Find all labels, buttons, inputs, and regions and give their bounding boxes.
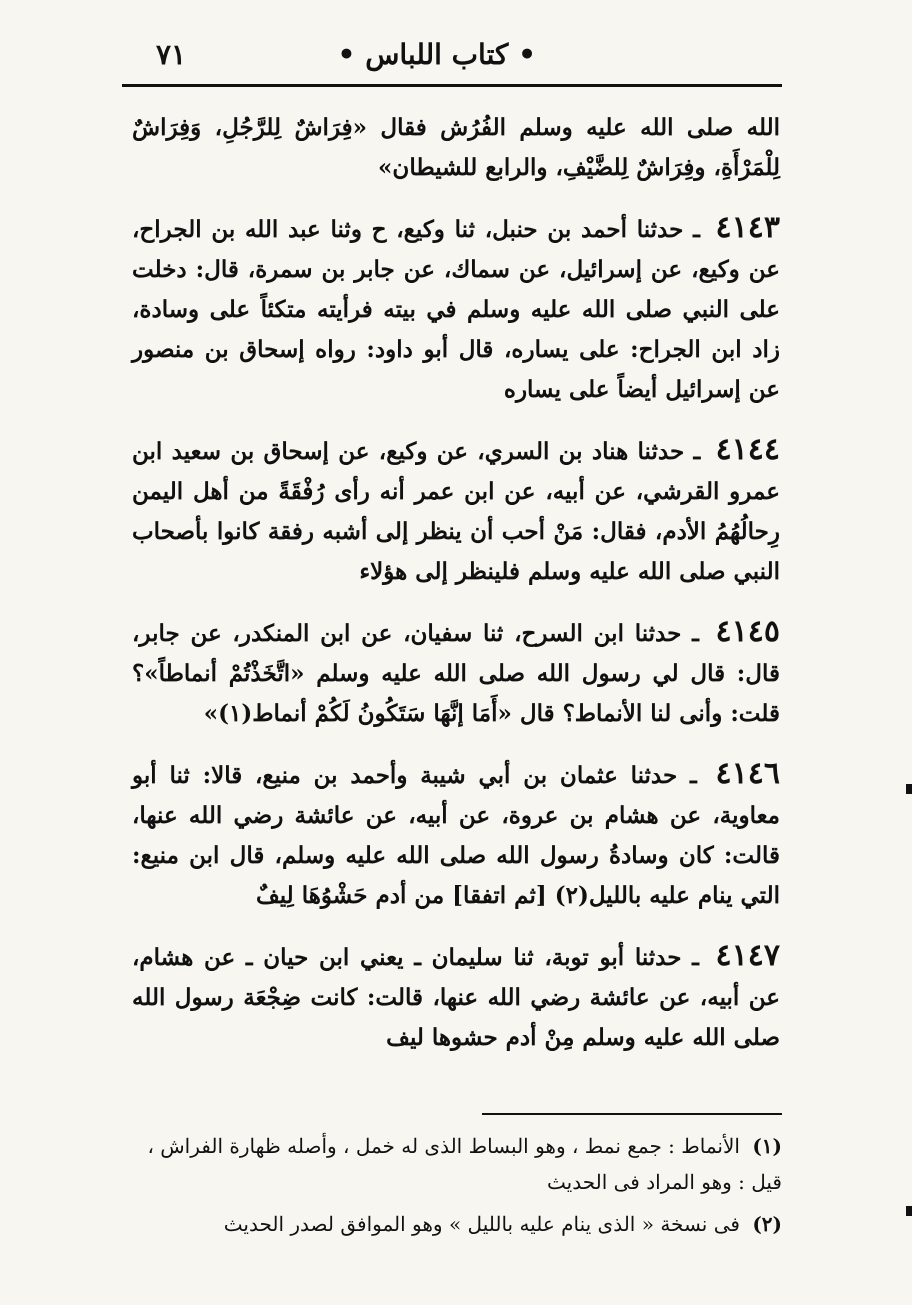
hadith-text: ـ حدثنا عثمان بن أبي شيبة وأحمد بن منيع، قالا: ثنا أبو معاوية، عن هشام بن عروة، عن أبيه، عن عائشة رضي الله عنها، قالت: كان وسادةُ رسول الله صلى الله عليه وسلم، قال ابن منيع: التي ينام عليه بالليل(٢) [ثم اتفقا] من أدم حَشْوُهَا لِيفٌ [132, 762, 780, 909]
hadith-4146 [132, 754, 780, 916]
hadith-number: ٤١٤٦ [715, 756, 780, 791]
hadith-number: ٤١٤٧ [715, 938, 780, 973]
hadith-number: ٤١٤٥ [715, 614, 780, 649]
hadith-4144 [132, 430, 780, 592]
paragraph-text: الله صلى الله عليه وسلم الفُرُش فقال «فِرَاشٌ لِلرَّجُلِ، وَفِرَاشٌ لِلْمَرْأَةِ، وفِرَاشٌ لِلضَّيْفِ، والرابع للشيطان» [132, 114, 780, 181]
page-number: ٧١ [156, 38, 187, 71]
hadith-number: ٤١٤٤ [715, 432, 781, 467]
page-header [122, 38, 782, 78]
scan-edge-mark [906, 1206, 912, 1216]
footnote-marker: (٢) [752, 1212, 782, 1236]
footnotes [112, 1128, 782, 1248]
hadith-text: ـ حدثنا أحمد بن حنبل، ثنا وكيع، ح وثنا عبد الله بن الجراح، عن وكيع، عن إسرائيل، عن سماك، عن جابر بن سمرة، قال: دخلت على النبي صلى الله عليه وسلم في بيته فرأيته متكئاً على وسادة، زاد ابن الجراح: على يساره، قال أبو داود: رواه إسحاق بن منصور عن إسرائيل أيضاً على يساره [132, 216, 780, 403]
paragraph-continuation [132, 108, 780, 188]
hadith-number: ٤١٤٣ [715, 210, 780, 245]
footnote-2 [112, 1206, 782, 1242]
hadith-text: ـ حدثنا أبو توبة، ثنا سليمان ـ يعني ابن حيان ـ عن هشام، عن أبيه، عن عائشة رضي الله عنها، قالت: كانت ضِجْعَة رسول الله صلى الله عليه وسلم مِنْ أدم حشوها ليف [132, 944, 780, 1051]
hadith-text: ـ حدثنا هناد بن السري، عن وكيع، عن إسحاق بن سعيد ابن عمرو القرشي، عن أبيه، عن ابن عمر أنه رأى رُفْقَةً من أهل اليمن رِحالُهُمُ الأدم، فقال: مَنْ أحب أن ينظر إلى أشبه رفقة كانوا بأصحاب النبي صلى الله عليه وسلم فلينظر إلى هؤلاء [132, 438, 780, 585]
hadith-4147 [132, 936, 780, 1058]
hadith-4145 [132, 612, 780, 734]
header-rule [122, 84, 782, 87]
footnote-rule [482, 1113, 782, 1115]
hadith-text: ـ حدثنا ابن السرح، ثنا سفيان، عن ابن المنكدر، عن جابر، قال: قال لي رسول الله صلى الله عليه وسلم «اتَّخَذْتُمْ أنماطاً»؟ قلت: وأنى لنا الأنماط؟ قال «أَمَا إنَّهَا سَتَكُونُ لَكُمْ أنماط(١)» [132, 620, 780, 727]
footnote-text: فى نسخة « الذى ينام عليه بالليل » وهو الموافق لصدر الحديث [223, 1212, 740, 1236]
hadith-4143 [132, 208, 780, 410]
main-text [132, 108, 780, 1078]
footnote-text: الأنماط : جمع نمط ، وهو البساط الذى له خمل ، وأصله ظهارة الفراش ، قيل : وهو المراد فى الحديث [147, 1134, 782, 1194]
footnote-1 [112, 1128, 782, 1200]
footnote-marker: (١) [752, 1134, 782, 1158]
running-title: • كتاب اللباس • [337, 38, 536, 71]
scan-edge-mark [906, 784, 912, 794]
